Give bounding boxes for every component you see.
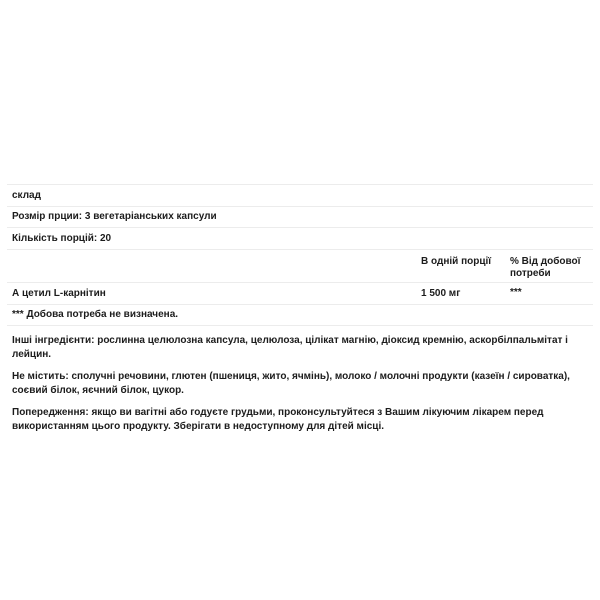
serving-size-row <box>7 206 593 228</box>
ingredient-name: А цетил L-карнітин <box>12 287 106 299</box>
ingredient-daily-value: *** <box>510 287 522 298</box>
does-not-contain-text: Не містить: сполучні речовини, глютен (пшениця, жито, ячмінь), молоко / молочні продукти (казеїн / сироватка), соєвий білок, яєчний білок, цукор. <box>12 371 570 396</box>
warning-text: Попередження: якщо ви вагітні або годуєте грудьми, проконсультуйтеся з Вашим лікуючим лікарем перед використанням цього продукту. Зберігати в недоступному для дітей місці. <box>12 407 544 432</box>
servings-count: Кількість порцій: 20 <box>12 232 112 244</box>
table-row <box>7 282 593 304</box>
serving-size: Розмір прции: 3 вегетаріанських капсули <box>12 211 217 223</box>
column-header-per-serving: В одній порції <box>421 255 492 267</box>
servings-count-row <box>7 227 593 249</box>
column-header-daily-value: % Від добової потреби <box>510 255 581 279</box>
footnote-row <box>7 304 593 326</box>
other-ingredients-text: Інші інгредієнти: рослинна целюлозна капсула, целюлоза, цілікат магнію, діоксид кремнію, аскорбілпальмітат і лейцин. <box>12 335 568 360</box>
composition-title-row <box>7 184 593 206</box>
composition-title: склад <box>12 189 41 201</box>
ingredient-amount: 1 500 мг <box>421 287 461 299</box>
supplement-facts-table <box>7 184 593 326</box>
table-header-row <box>7 249 593 282</box>
footnote: *** Добова потреба не визначена. <box>12 309 179 320</box>
product-notes <box>12 334 592 442</box>
